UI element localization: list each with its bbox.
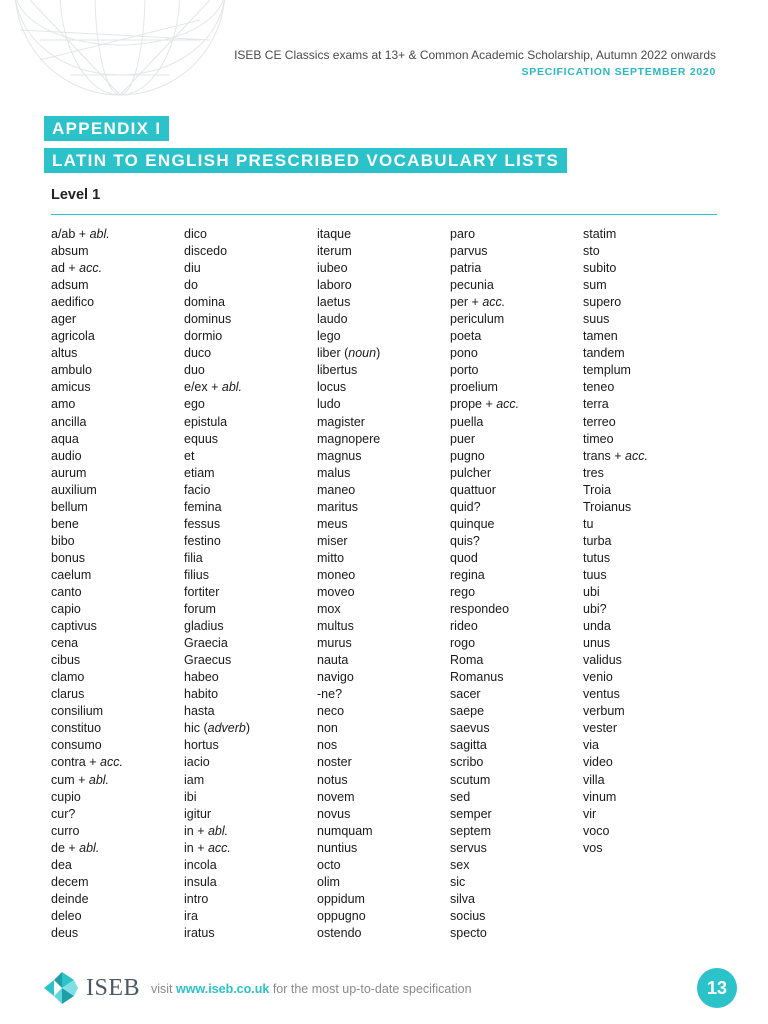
vocab-word: moveo [317, 584, 355, 599]
vocab-word: quod [450, 550, 478, 565]
vocab-word: magnus [317, 448, 362, 463]
vocab-word: consilium [51, 704, 104, 719]
vocab-word: timeo [583, 431, 614, 446]
vocab-word: hic (adverb) [184, 721, 251, 736]
vocab-word: olim [317, 874, 340, 889]
vocab-word: clarus [51, 687, 85, 702]
vocab-word: paro [450, 227, 476, 241]
vocab-word: pono [450, 346, 478, 361]
vocab-word: duo [184, 363, 205, 378]
vocab-word: suus [583, 312, 610, 327]
vocab-word: altus [51, 346, 78, 361]
vocab-word: sacer [450, 687, 481, 702]
vocab-word: ambulo [51, 363, 92, 378]
vocab-word: unda [583, 619, 611, 634]
vocab-word: intro [184, 891, 209, 906]
vocab-word: -ne? [317, 687, 343, 702]
vocab-word: Romanus [450, 670, 504, 685]
vocab-word: supero [583, 295, 622, 310]
vocab-word: puer [450, 431, 476, 446]
vocab-word: e/ex + abl. [184, 380, 243, 395]
vocab-word: iam [184, 772, 205, 787]
vocab-word: bellum [51, 499, 88, 514]
vocab-word: femina [184, 499, 222, 514]
vocab-word: servus [450, 840, 487, 855]
vocab-word: vir [583, 806, 597, 821]
globe-decoration [0, 0, 240, 100]
vocab-word: porto [450, 363, 479, 378]
vocab-word: oppidum [317, 891, 365, 906]
vocab-word: iterum [317, 244, 352, 259]
vocab-word: fortiter [184, 584, 220, 599]
vocab-word: laetus [317, 295, 351, 310]
vocab-word: sed [450, 789, 471, 804]
vocab-word: pecunia [450, 278, 494, 293]
vocab-word: septem [450, 823, 491, 838]
vocab-word: amicus [51, 380, 91, 395]
vocab-word: deinde [51, 891, 89, 906]
vocab-word: facio [184, 482, 211, 497]
vocab-word: ubi? [583, 602, 607, 617]
vocab-word: verbum [583, 704, 625, 719]
vocab-word: nuntius [317, 840, 358, 855]
vocab-word: adsum [51, 278, 89, 293]
vocab-word: hasta [184, 704, 215, 719]
vocab-word: bibo [51, 533, 75, 548]
vocab-word: venio [583, 670, 613, 685]
vocab-word: maritus [317, 499, 358, 514]
vocab-word: auxilium [51, 482, 97, 497]
vocab-word: statim [583, 227, 617, 241]
vocab-word: festino [184, 533, 221, 548]
vocab-word: parvus [450, 244, 488, 259]
vocab-word: deleo [51, 908, 82, 923]
vocab-word: tamen [583, 329, 618, 344]
vocab-word: habito [184, 687, 219, 702]
vocab-word: iubeo [317, 261, 348, 276]
vocab-word: novem [317, 789, 355, 804]
vocab-word: igitur [184, 806, 212, 821]
vocab-word: unus [583, 636, 611, 651]
vocab-word: specto [450, 925, 487, 940]
vocab-word: ancilla [51, 414, 87, 429]
vocab-word: templum [583, 363, 631, 378]
vocab-column-2 [184, 226, 250, 942]
vocab-word: mox [317, 602, 341, 617]
vocab-word: trans + acc. [583, 448, 648, 463]
vocab-word: puella [450, 414, 484, 429]
vocab-word: filius [184, 567, 210, 582]
vocab-column-3 [317, 226, 380, 942]
iseb-logo-icon [38, 966, 82, 1010]
vocab-word: dico [184, 227, 207, 241]
iseb-website-link[interactable]: www.iseb.co.uk [176, 982, 270, 996]
vocab-word: socius [450, 908, 486, 923]
vocab-column-5 [583, 226, 648, 857]
vocab-word: pulcher [450, 465, 491, 480]
vocab-word: curro [51, 823, 80, 838]
vocab-word: bonus [51, 550, 86, 565]
page-number-badge: 13 [697, 968, 737, 1008]
vocab-word: iratus [184, 925, 215, 940]
footer-rest-text: for the most up-to-date specification [272, 982, 472, 996]
vocab-word: saevus [450, 721, 490, 736]
vocab-word: sic [450, 874, 466, 889]
vocab-word: mitto [317, 550, 345, 565]
vocab-word: a/ab + abl. [51, 227, 110, 241]
vocab-word: amo [51, 397, 76, 412]
vocab-word: tu [583, 516, 594, 531]
vocab-word: Troianus [583, 499, 632, 514]
vocab-word: constituo [51, 721, 102, 736]
vocab-word: sagitta [450, 738, 487, 753]
footer-visit-text [151, 982, 472, 996]
header-specification: SPECIFICATION SEPTEMBER 2020 [521, 66, 716, 78]
vocab-word: Roma [450, 653, 484, 668]
vocab-word: et [184, 448, 195, 463]
vocab-word: non [317, 721, 338, 736]
vocab-word: meus [317, 516, 348, 531]
vocab-word: terra [583, 397, 609, 412]
vocab-word: saepe [450, 704, 485, 719]
vocab-word: turba [583, 533, 612, 548]
vocab-word: moneo [317, 567, 356, 582]
vocab-word: ubi [583, 584, 600, 599]
vocab-word: quid? [450, 499, 481, 514]
vocab-word: oppugno [317, 908, 366, 923]
vocab-word: incola [184, 857, 217, 872]
vocab-word: cena [51, 636, 79, 651]
vocab-word: ad + acc. [51, 261, 103, 276]
vocab-word: terreo [583, 414, 616, 429]
vocab-word: absum [51, 244, 89, 259]
vocab-word: ager [51, 312, 77, 327]
vocab-word: pugno [450, 448, 485, 463]
vocab-word: vinum [583, 789, 617, 804]
vocab-word: itaque [317, 227, 352, 241]
vocab-word: gladius [184, 619, 224, 634]
vocab-word: cibus [51, 653, 81, 668]
vocab-word: liber (noun) [317, 346, 381, 361]
vocab-word: aurum [51, 465, 87, 480]
vocab-word: voco [583, 823, 610, 838]
vocab-word: contra + acc. [51, 755, 123, 770]
vocab-word: rogo [450, 636, 476, 651]
vocab-word: quattuor [450, 482, 496, 497]
vocab-column-4 [450, 226, 519, 942]
vocab-word: equus [184, 431, 219, 446]
vocab-word: agricola [51, 329, 95, 344]
vocab-word: respondeo [450, 602, 510, 617]
vocab-word: aqua [51, 431, 79, 446]
vocab-word: domina [184, 295, 225, 310]
vocab-word: patria [450, 261, 482, 276]
vocab-word: duco [184, 346, 212, 361]
vocab-word: fessus [184, 516, 221, 531]
vocab-word: cur? [51, 806, 76, 821]
vocab-word: insula [184, 874, 217, 889]
vocab-word: semper [450, 806, 492, 821]
vocab-word: proelium [450, 380, 498, 395]
footer-visit-word: visit [151, 982, 173, 996]
vocab-word: poeta [450, 329, 482, 344]
divider [51, 214, 717, 215]
vocab-word: ira [184, 908, 198, 923]
vocab-word: sum [583, 278, 607, 293]
vocab-word: octo [317, 857, 341, 872]
vocab-word: quis? [450, 533, 480, 548]
document-header [234, 47, 716, 80]
vocab-word: dominus [184, 312, 232, 327]
vocab-word: ventus [583, 687, 620, 702]
vocab-word: ibi [184, 789, 197, 804]
vocab-word: sto [583, 244, 600, 259]
vocab-word: noster [317, 755, 352, 770]
vocab-word: quinque [450, 516, 495, 531]
vocab-word: do [184, 278, 198, 293]
vocab-word: ludo [317, 397, 341, 412]
vocab-word: laudo [317, 312, 348, 327]
vocab-word: murus [317, 636, 352, 651]
vocab-word: laboro [317, 278, 352, 293]
vocabulary-list [51, 226, 731, 946]
vocab-word: malus [317, 465, 351, 480]
vocab-word: validus [583, 653, 622, 668]
vocab-word: cupio [51, 789, 81, 804]
header-exam-title: ISEB CE Classics exams at 13+ & Common Academic Scholarship, Autumn 2022 onwards [234, 48, 716, 62]
vocab-word: periculum [450, 312, 505, 327]
appendix-label: APPENDIX I [44, 116, 169, 141]
vocab-word: libertus [317, 363, 358, 378]
vocab-word: magister [317, 414, 365, 429]
vocab-word: via [583, 738, 599, 753]
vocab-word: scribo [450, 755, 484, 770]
vocab-word: scutum [450, 772, 491, 787]
vocab-word: novus [317, 806, 351, 821]
vocab-word: nos [317, 738, 338, 753]
vocab-word: etiam [184, 465, 215, 480]
vocab-word: multus [317, 619, 354, 634]
vocab-word: capio [51, 602, 81, 617]
vocab-word: epistula [184, 414, 228, 429]
vocab-word: filia [184, 550, 203, 565]
vocab-word: neco [317, 704, 345, 719]
vocab-word: silva [450, 891, 476, 906]
vocab-word: teneo [583, 380, 615, 395]
vocab-word: tutus [583, 550, 611, 565]
vocab-word: aedifico [51, 295, 95, 310]
vocab-word: vester [583, 721, 618, 736]
vocab-word: numquam [317, 823, 373, 838]
vocab-word: locus [317, 380, 347, 395]
vocab-word: in + abl. [184, 823, 229, 838]
vocab-word: notus [317, 772, 348, 787]
vocab-word: de + abl. [51, 840, 100, 855]
vocab-word: maneo [317, 482, 356, 497]
vocab-word: rego [450, 584, 476, 599]
vocab-word: magnopere [317, 431, 381, 446]
vocab-word: subito [583, 261, 617, 276]
vocab-word: prope + acc. [450, 397, 520, 412]
vocab-word: Troia [583, 482, 612, 497]
vocab-word: caelum [51, 567, 92, 582]
vocab-word: per + acc. [450, 295, 506, 310]
vocab-word: bene [51, 516, 79, 531]
vocab-word: miser [317, 533, 348, 548]
vocab-word: canto [51, 584, 82, 599]
vocab-word: in + acc. [184, 840, 231, 855]
vocab-word: Graecia [184, 636, 228, 651]
iseb-brand-text: ISEB [86, 975, 141, 1001]
vocab-word: ostendo [317, 925, 362, 940]
vocab-word: dea [51, 857, 72, 872]
vocab-word: dormio [184, 329, 223, 344]
vocab-word: deus [51, 925, 79, 940]
vocab-word: sex [450, 857, 470, 872]
vocab-word: decem [51, 874, 89, 889]
vocab-word: iacio [184, 755, 210, 770]
vocab-word: diu [184, 261, 201, 276]
vocab-word: regina [450, 567, 485, 582]
level-heading: Level 1 [51, 187, 101, 203]
vocab-word: navigo [317, 670, 354, 685]
vocab-word: hortus [184, 738, 219, 753]
vocab-word: habeo [184, 670, 219, 685]
vocab-word: clamo [51, 670, 85, 685]
vocab-word: audio [51, 448, 82, 463]
vocab-word: cum + abl. [51, 772, 110, 787]
vocab-word: tandem [583, 346, 625, 361]
vocab-word: rideo [450, 619, 478, 634]
vocab-column-1 [51, 226, 123, 942]
vocab-word: lego [317, 329, 341, 344]
vocab-word: vos [583, 840, 603, 855]
vocab-word: tuus [583, 567, 607, 582]
appendix-title: LATIN TO ENGLISH PRESCRIBED VOCABULARY LISTS [44, 148, 567, 173]
vocab-word: ego [184, 397, 205, 412]
vocab-word: consumo [51, 738, 102, 753]
vocab-word: nauta [317, 653, 349, 668]
vocab-word: forum [184, 602, 216, 617]
vocab-word: tres [583, 465, 604, 480]
vocab-word: video [583, 755, 613, 770]
vocab-word: discedo [184, 244, 228, 259]
vocab-word: Graecus [184, 653, 232, 668]
vocab-word: captivus [51, 619, 97, 634]
vocab-word: villa [583, 772, 605, 787]
